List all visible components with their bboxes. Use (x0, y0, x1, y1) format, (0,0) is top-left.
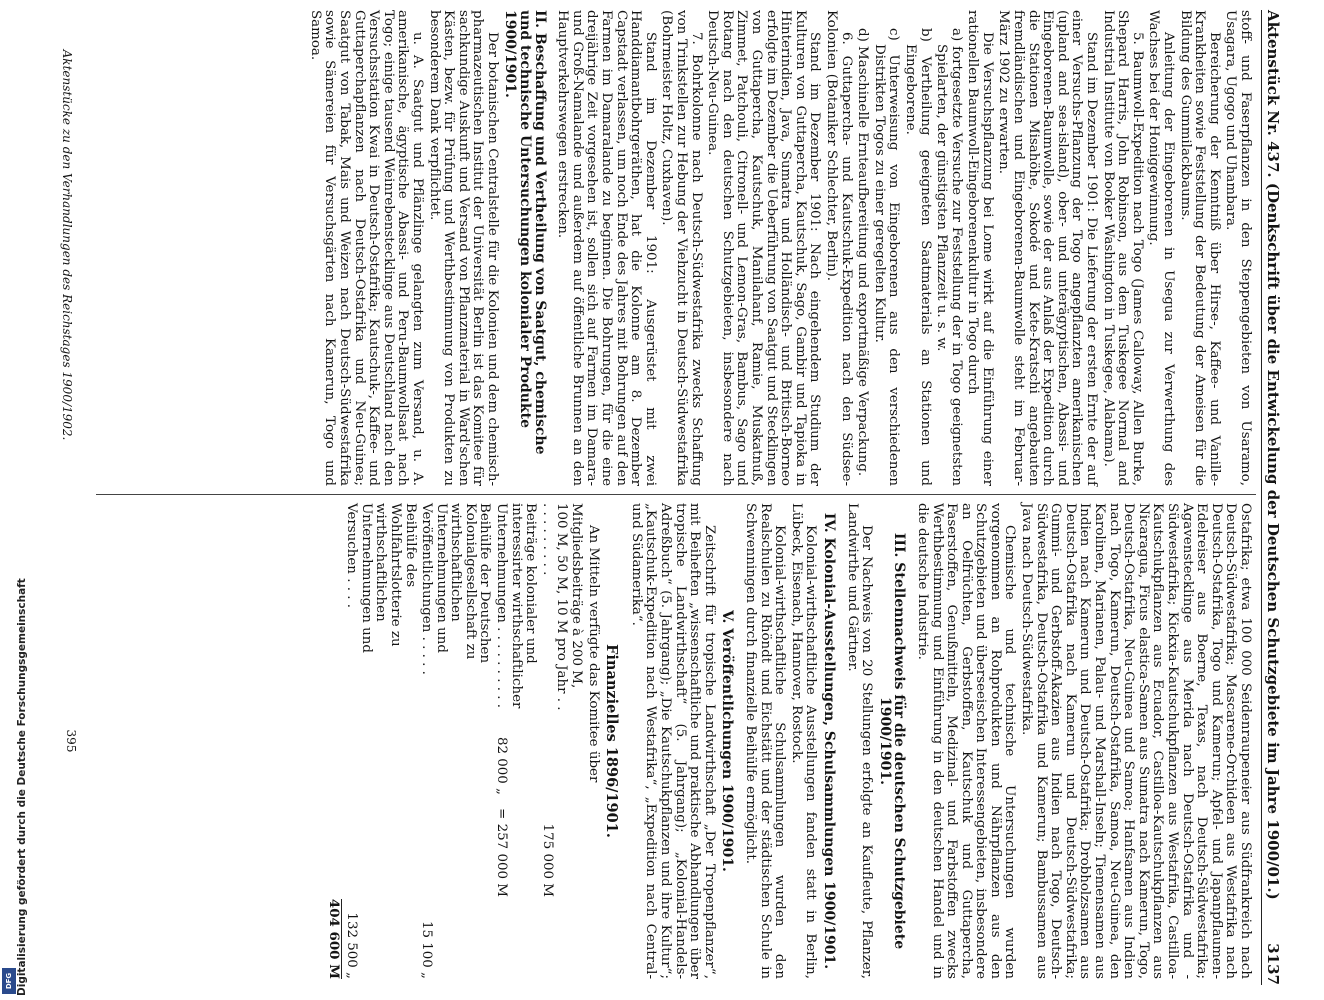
header-title: Aktenstück Nr. 437. (Denkschrift über die Entwickelung der Deutschen Schutzgebiete im Jahre 1900/01.) (1264, 10, 1283, 900)
digitization-strip (0, 0, 28, 1000)
paragraph: Der botanischen Centralstelle für die Kolonien und dem chemisch-pharmazeutischen Institut der Universität Berlin ist das Komitee für sachkundige Auskunft und Versand von Pflanzmaterial in Ward'schen Kästen, bezw. für Prüfung und Werthbestimmung von Produkten zu besonderem Dank verpflichtet. (426, 10, 500, 486)
paragraph: d) Maschinelle Ernteaufbereitung und exportmäßige Verpackung. (855, 28, 871, 477)
paragraph: Kolonial-wirthschaftliche Ausstellungen fanden statt in Berlin, Lübeck, Eisenach, Hannover, Rostock. (788, 503, 819, 979)
finance-total-row (326, 503, 342, 979)
paragraph: Anleitung der Eingeborenen in Usegua zur Verwerthung des Wachses bei der Honiggewinnung. (1146, 10, 1177, 486)
paragraph: stoff- und Faserpflanzen in den Steppengebieten von Usaramo, Usagara, Ugogo und Uhambara. (1223, 10, 1253, 486)
finance-row-label: Beiträge kolonialer und interessirter wirthschaftlicher Unternehmungen . . . . . . . . . . (494, 503, 539, 709)
paragraph: Kolonial-wirthschaftliche Schulsammlungen wurden den Realschulen zu Rhöndt und Eichstätt und der städtischen Schule in Schwenningen durch finanzielle Beihülfe ermöglicht. (743, 503, 788, 979)
finance-row-subamount: 82 000 „ (494, 736, 510, 795)
paragraph: Stand im Dezember 1901: Ausgerüstet mit zwei Handdiamantbohrgeräthen, hat die Kolonne am 8. Dezember Capstadt verlassen, um noch Ende des Jahres mit Bohrungen auf den Farmen im Damaralande zu beginnen. Die Bohrungen, für die eine dreijährige Zeit vorgesehen ist, sollen sich auf Farmen im Damara- und Groß-Namalande und außerdem auf öffentliche Brunnen an den Hauptverkehrswegen erstrecken. (555, 10, 658, 486)
finance-intro: An Mitteln verfügte das Komitee über (585, 525, 601, 783)
finance-row (344, 503, 417, 979)
section-heading: III. Stellennachweis für die deutschen Schutzgebiete 1900/1901. (876, 532, 908, 950)
finance-table (326, 503, 583, 979)
document-page (52, 0, 1292, 1000)
paragraph: Chemische und technische Untersuchungen wurden vorgenommen an Rohprodukten und Nährpflanzen aus den Schutzgebieten und überseeischen Interessengebieten, insbesondere an Oelfrüchten, Gerbstoffen, Kautschuk und Guttapercha, Faserstoffen, Genußmitteln, Medizinal- und Farbstoffen zwecks Werthbestimmung und Einführung in den deutschen Handel und in die deutsche Industrie. (914, 503, 1018, 979)
paragraph: Die Versuchspflanzung bei Lome wirkt auf die Einführung einer rationellen Baumwoll-Eingeborenenkultur in Togo durch (965, 10, 995, 486)
finance-row (494, 503, 538, 979)
paragraph: u. A. Saatgut und Pflänzlinge gelangten zum Versand, u. A. amerikanische, ägyptische Abassi- und Peru-Baumwollsaat nach Togo; einige tausend Weinrebenstecklinge aus Deutschland nach den Versuchsstation Kwai in Deutsch-Ostafrika; Kautschuk-, Kaffee- und Guttaperchapflanzen nach Deutsch-Ostafrika und Neu-Guinea; Saatgut von Tabak, Mais und Weizen nach Deutsch-Südwestafrika sowie Sämereien für Versuchsgärten nach Kamerun, Togo und Samoa. (307, 10, 425, 486)
finance-row-label: Beihülfe der Deutschen Kolonialgesellschaft zu wirthschaftlichen Unternehmungen und Veröffentlichungen . . . . . (419, 503, 493, 675)
digitization-credit: Digitalisierung gefördert durch die Deutsche Forschungsgemeinschaft (16, 578, 28, 996)
dfg-logo-text: DFG (5, 972, 13, 990)
paragraph: Zeitschrift für tropische Landwirthschaft „Der Tropenpflanzer“, mit Beiheften „wissenschaftliche und praktische Abhandlungen über tropische Landwirthschaft“ (5. Jahrgang); „Kolonial-Handels-Adreßbuch“ (5. Jahrgang); „Die Kautschukpflanzen und ihre Kultur“; „Kautschuk-Expedition nach Westafrika“, „Expedition nach Central- und Südamerika“. (628, 503, 717, 979)
paragraph: Stand im Dezember 1901: Die Lieferung der ersten Ernte der auf einer Versuchs-Pflanzung der Togo angepflanzten amerikanischen (upland and sea-island), ober- und unterägyptischen, Abassi- und Eingeborenen-Baumwolle, sowie der aus Anlaß der Expedition durch die Stationen Misahöhe, Sokodé und Kete-Kratschi angebauten fremdländischen und Eingeborenen-Baumwolle steht im Februar-März 1902 zu erwarten. (996, 10, 1100, 486)
finance-row (539, 503, 583, 979)
finance-row-amount: = 257 000 M (494, 808, 510, 897)
page-number: 395 (64, 729, 78, 753)
finance-row-sum: 404 600 M (325, 898, 342, 979)
finance-section (325, 503, 621, 979)
finance-row-amount: 175 000 M (539, 823, 555, 897)
running-header (1261, 10, 1284, 985)
right-column-text (628, 503, 1252, 979)
finance-row-sum: 132 500 „ (344, 912, 360, 979)
paragraph: 6. Guttapercha- und Kautschuk-Expedition nach den Südsee-Kolonien (Botaniker Schlechter, Berlin). (823, 10, 854, 486)
header-page-number: 3137 (1264, 943, 1283, 985)
dfg-logo-icon (2, 968, 16, 994)
section-heading: V. Veröffentlichungen 1900/1901. (719, 610, 736, 872)
left-column (305, 10, 1252, 486)
paragraph: Stand im Dezember 1901: Nach eingehendem Studium der Kulturen von Guttapercha, Kautschuk, Sago, Gambir und Tapioka in Hinterindien, Java, Sumatra und Holländisch- und Britisch-Borneo erfolgte im Dezember die Ueberführung von Saatgut und Stecklingen von Guttapercha, Kautschuk, Manilahanf, Ramie, Muskatnuß, Zimmet, Patchouli, Citronell- und Lemon-Gras, Bambus, Sago und Rotang nach den deutschen Schutzgebieten, insbesondere nach Deutsch-Neu-Guinea. (705, 10, 823, 486)
right-column (324, 503, 1252, 979)
finance-row (419, 503, 492, 979)
paragraph: 5. Baumwoll-Expedition nach Togo (James Calloway, Allen Burke, Shepard Harris, John Robinson, aus dem Tuskegee Normal and Industrial Institute von Booker Washington in Tuskegee, Alabama). (1100, 10, 1145, 486)
finance-row-label: Beihülfe des Wohlfahrtslotterie zu wirthschaftlichen Unternehmungen und Versuchen . . . . (344, 503, 418, 653)
footer-note: Aktenstücke zu den Verhandlungen des Reichstages 1900/1902. (60, 49, 74, 441)
section-heading: IV. Kolonial-Ausstellungen, Schulsammlungen 1900/1901. (820, 512, 837, 970)
paragraph: a) fortgesetzte Versuche zur Feststellung der in Togo geeignetsten Spielarten, der günstigsten Pflanzzeit u. s. w. (934, 28, 964, 486)
paragraph: c) Unterweisung von Eingeborenen aus den verschiedenen Distrikten Togos zu einer geregelten Kultur. (871, 28, 902, 486)
paragraph: Der Nachweis von 20 Stellungen erfolgte an Kaufleute, Pflanzer, Landwirthe und Gärtner. (844, 503, 875, 979)
finance-row-label: Mitgliedsbeiträge à 200 M, 100 M, 50 M, 10 M pro Jahr . . . . . . . . . . . (539, 503, 585, 711)
section-heading: II. Beschaffung und Vertheilung von Saatgut, chemische und technische Untersuchungen kolonialer Produkte 1900/1901. (502, 10, 548, 455)
paragraph: Bereicherung der Kenntniß über Hirse-, Kaffee- und Vanille-Krankheiten sowie Feststellung der Bedeutung der Ameisen für die Bildung des Gummilackbaums. (1177, 10, 1222, 486)
paragraph: 7. Bohrkolonne nach Deutsch-Südwestafrika zwecks Schaffung von Trinkstellen zur Hebung der Viehzucht in Deutsch-Südwestafrika (Bohrmeister Holtz, Cuxhaven). (659, 10, 704, 486)
paragraph: b) Vertheilung geeigneten Saatmaterials an Stationen und Eingeborene. (902, 28, 933, 486)
finance-row-sum: 15 100 „ (419, 920, 435, 979)
paragraph: Ostafrika; etwa 100 000 Seidenraupeneier aus Südfrankreich nach Deutsch-Südwestafrika; Mascarene-Orchideen aus Westafrika nach Deutsch-Ostafrika, Togo und Kamerun; Apfel- und Japanpflaumen-Edelreiser aus Boerne, Texas, nach Deutsch-Südwestafrika; Agavenstecklinge aus Merida nach Deutsch-Ostafrika und -Südwestafrika; Kickxia-Kautschukpflanzen aus Westafrika, Castilloa-Kautschukpflanzen aus Ecuador, Castilloa-Kautschukpflanzen aus Nicaragua, Ficus elastica-Samen aus Sumatra nach Kamerun, Togo, Deutsch-Ostafrika, Neu-Guinea und Samoa; Hanfsamen aus Indien nach Togo, Kamerun, Deutsch-Ostafrika, Samoa, Neu-Guinea, den Karolinen, Marianen, Palau- und Marshall-Inseln; Tiemensamen aus Indien nach Kamerun und Deutsch-Ostafrika; Drobholzsamen aus Deutsch-Ostafrika nach Kamerun und Deutsch-Südwestafrika; Gummi- und Gerbstoff-Akazien aus Indien nach Togo, Deutsch-Südwestafrika, Deutsch-Ostafrika und Kamerun; Bambussamen aus Java nach Deutsch-Südwestafrika. (1019, 503, 1253, 979)
column-divider (96, 494, 1256, 495)
finance-title: Finanzielles 1896/1901. (603, 644, 621, 838)
